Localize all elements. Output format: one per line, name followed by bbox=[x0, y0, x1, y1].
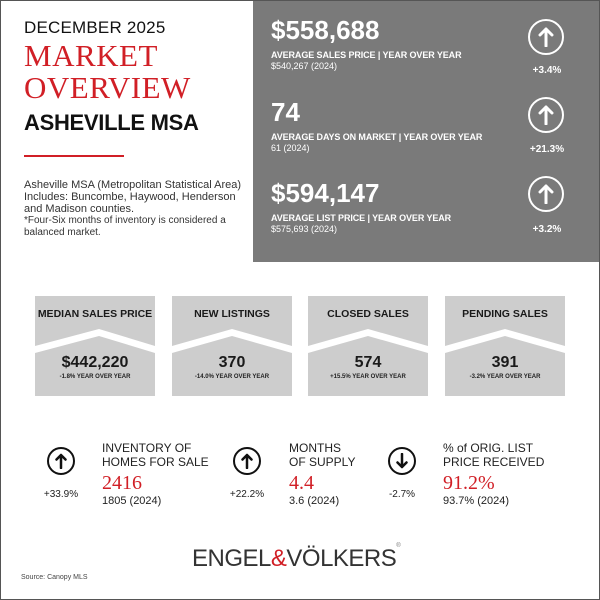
stat-average-sales-price bbox=[271, 15, 521, 71]
description-text: Asheville MSA (Metropolitan Statistical Area) Includes: Buncombe, Haywood, Henderson and Madison counties. bbox=[24, 179, 242, 215]
report-month: DECEMBER 2025 bbox=[24, 18, 166, 37]
card-median-sales-price bbox=[35, 296, 155, 396]
region-name: ASHEVILLE MSA bbox=[24, 110, 199, 135]
bottom-stat-change: -2.7% bbox=[388, 489, 416, 500]
card-value: 391 bbox=[491, 354, 519, 371]
card-value: $442,220 bbox=[61, 354, 129, 371]
stat-label: AVERAGE SALES PRICE | YEAR OVER YEAR bbox=[271, 50, 462, 60]
highlights-panel bbox=[253, 1, 599, 262]
arrow-up-circle-icon bbox=[47, 447, 75, 475]
card-title: CLOSED SALES bbox=[327, 308, 409, 320]
card-title: MEDIAN SALES PRICE bbox=[37, 308, 153, 320]
bottom-stat-label: INVENTORY OF HOMES FOR SALE bbox=[102, 441, 209, 469]
bottom-stat-label: % of ORIG. LIST PRICE RECEIVED bbox=[443, 441, 545, 469]
bottom-stat-previous: 93.7% (2024) bbox=[443, 495, 510, 507]
bottom-stat-change: +33.9% bbox=[43, 489, 79, 500]
card-closed-sales bbox=[308, 296, 428, 396]
stat-previous: $575,693 (2024) bbox=[271, 224, 338, 234]
red-divider bbox=[24, 155, 124, 157]
bottom-stat-previous: 3.6 (2024) bbox=[289, 495, 340, 507]
stat-change: +21.3% bbox=[529, 144, 565, 155]
bottom-stat-value: 91.2% bbox=[443, 472, 495, 494]
stat-label: AVERAGE DAYS ON MARKET | YEAR OVER YEAR bbox=[271, 132, 483, 142]
stat-average-list-price bbox=[271, 178, 521, 234]
title-line-1: MARKET bbox=[24, 38, 158, 73]
stat-previous: $540,267 (2024) bbox=[271, 61, 338, 71]
card-change: -3.2% YEAR OVER YEAR bbox=[469, 374, 541, 380]
arrow-up-circle-icon bbox=[528, 19, 564, 55]
bottom-stat-label: MONTHS OF SUPPLY bbox=[289, 441, 356, 469]
brand-logo: ENGEL&VÖLKERS® bbox=[192, 543, 401, 572]
card-title: NEW LISTINGS bbox=[194, 308, 270, 320]
bottom-stat-change: +22.2% bbox=[229, 489, 265, 500]
stat-previous: 61 (2024) bbox=[271, 143, 310, 153]
arrow-up-circle-icon bbox=[233, 447, 261, 475]
stat-value: $594,147 bbox=[271, 178, 380, 208]
bottom-stat-value: 4.4 bbox=[289, 472, 314, 494]
stat-average-days-on-market bbox=[271, 97, 521, 153]
stat-value: 74 bbox=[271, 97, 300, 127]
stat-label: AVERAGE LIST PRICE | YEAR OVER YEAR bbox=[271, 213, 452, 223]
bottom-stat-value: 2416 bbox=[102, 472, 142, 494]
card-change: -1.8% YEAR OVER YEAR bbox=[59, 374, 131, 380]
stat-change: +3.4% bbox=[532, 65, 562, 76]
card-pending-sales bbox=[445, 296, 565, 396]
stat-value: $558,688 bbox=[271, 15, 380, 45]
card-value: 574 bbox=[354, 354, 382, 371]
inventory-note: *Four-Six months of inventory is considered a balanced market. bbox=[24, 215, 226, 238]
header-block bbox=[24, 18, 244, 136]
arrow-up-circle-icon bbox=[528, 176, 564, 212]
card-change: +15.5% YEAR OVER YEAR bbox=[330, 374, 406, 380]
card-value: 370 bbox=[218, 354, 246, 371]
region-description bbox=[24, 179, 254, 238]
arrow-down-circle-icon bbox=[388, 447, 416, 475]
title-line-2: OVERVIEW bbox=[24, 70, 191, 105]
arrow-up-circle-icon bbox=[528, 97, 564, 133]
card-change: -14.0% YEAR OVER YEAR bbox=[194, 374, 270, 380]
bottom-stat-previous: 1805 (2024) bbox=[102, 495, 162, 507]
card-new-listings bbox=[172, 296, 292, 396]
stat-change: +3.2% bbox=[532, 224, 562, 235]
card-title: PENDING SALES bbox=[462, 308, 548, 320]
page-title bbox=[24, 40, 244, 104]
source-note: Source: Canopy MLS bbox=[21, 574, 88, 581]
